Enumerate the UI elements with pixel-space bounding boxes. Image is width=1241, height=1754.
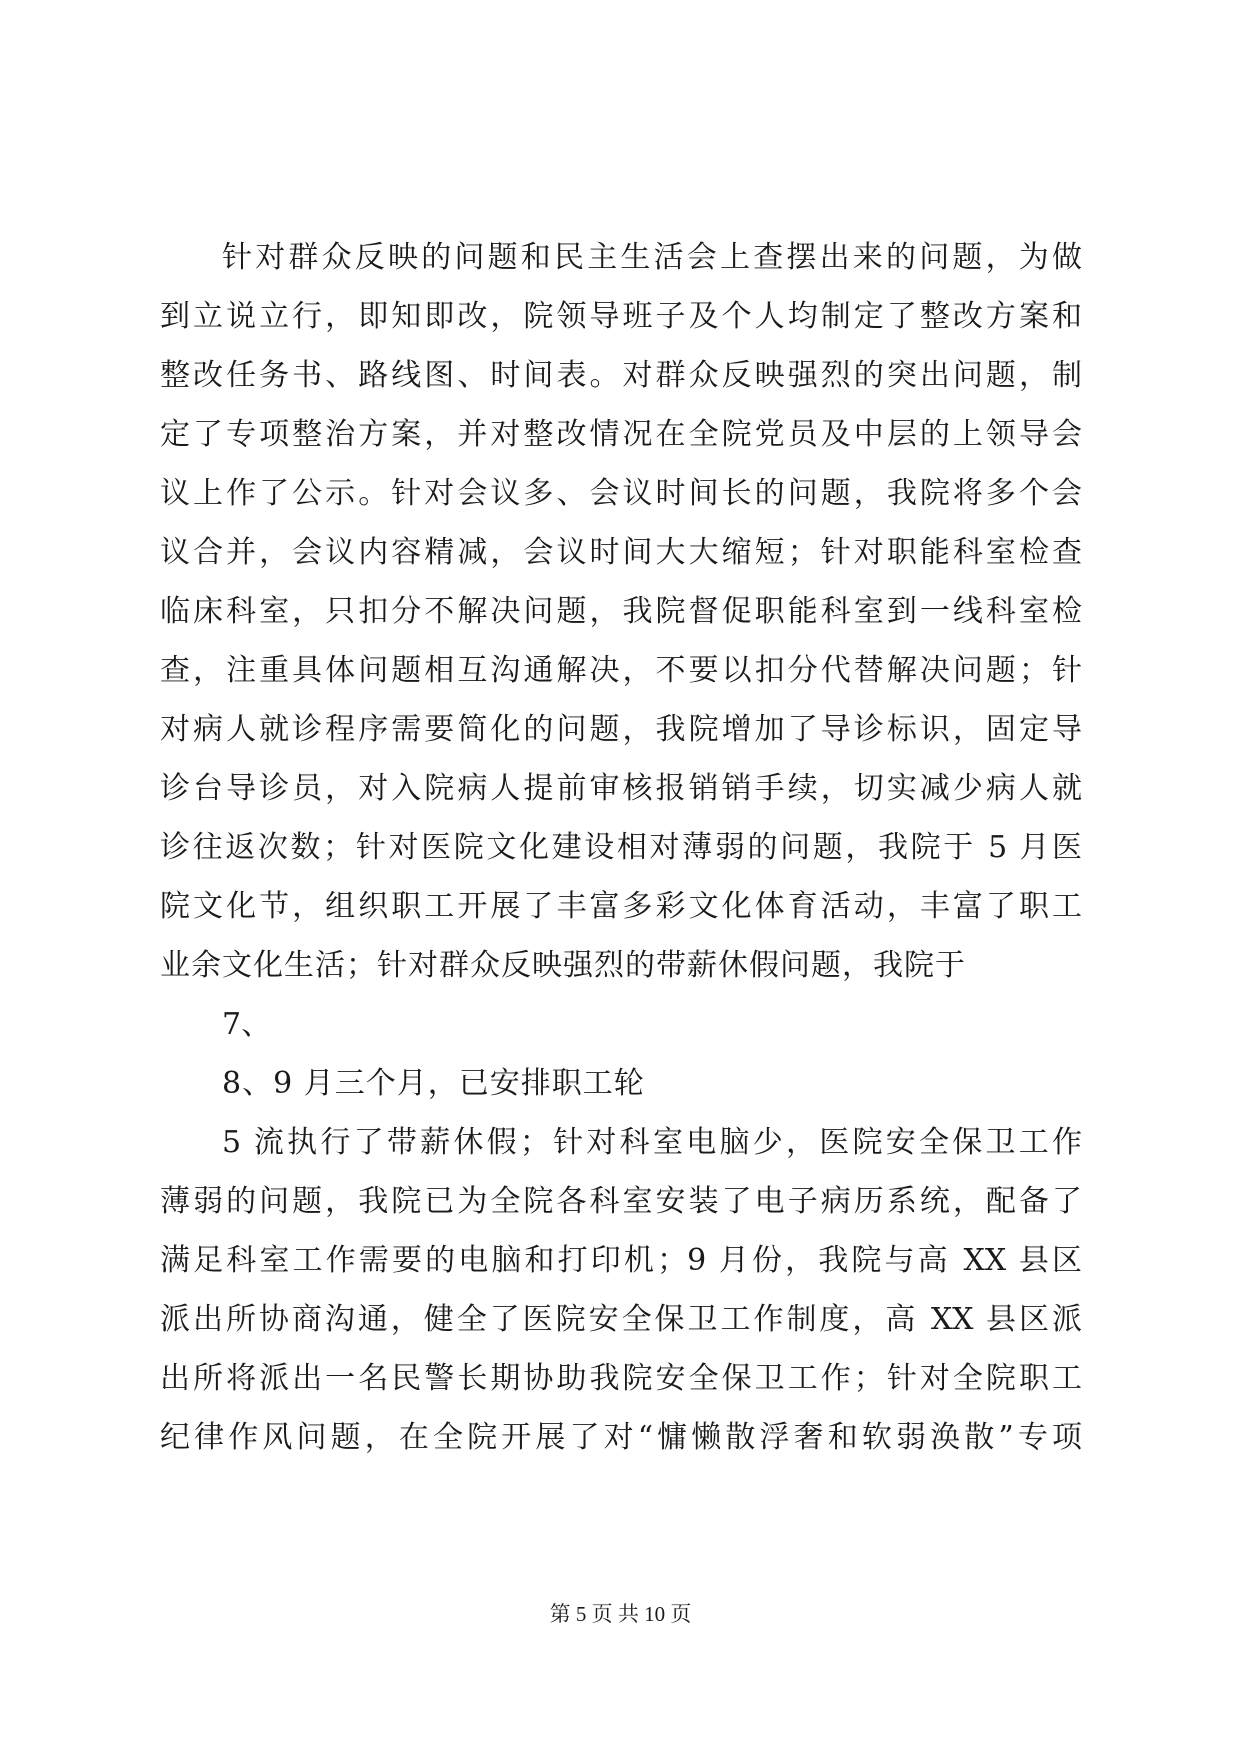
paragraph-line: 诊往返次数；针对医院文化建设相对薄弱的问题，我院于 5 月医 — [160, 830, 1082, 865]
paragraph-line: 5 流执行了带薪休假；针对科室电脑少，医院安全保卫工作 — [222, 1125, 1082, 1160]
paragraph-line: 临床科室，只扣分不解决问题，我院督促职能科室到一线科室检 — [160, 594, 1082, 629]
paragraph-line: 纪律作风问题，在全院开展了对“慵懒散浮奢和软弱涣散”专项 — [160, 1420, 1082, 1455]
paragraph-line: 针对群众反映的问题和民主生活会上查摆出来的问题，为做 — [222, 240, 1082, 275]
paragraph-line: 到立说立行，即知即改，院领导班子及个人均制定了整改方案和 — [160, 299, 1082, 334]
paragraph-line: 整改任务书、路线图、时间表。对群众反映强烈的突出问题，制 — [160, 358, 1082, 393]
paragraph-line: 出所将派出一名民警长期协助我院安全保卫工作；针对全院职工 — [160, 1361, 1082, 1396]
paragraph-line: 定了专项整治方案，并对整改情况在全院党员及中层的上领导会 — [160, 417, 1082, 452]
paragraph-line: 业余文化生活；针对群众反映强烈的带薪休假问题，我院于 — [160, 948, 966, 983]
paragraph-line: 满足科室工作需要的电脑和打印机；9 月份，我院与高 XX 县区 — [160, 1243, 1082, 1278]
paragraph-line: 诊台导诊员，对入院病人提前审核报销销手续，切实减少病人就 — [160, 771, 1082, 806]
paragraph-line: 8、9 月三个月，已安排职工轮 — [222, 1066, 645, 1101]
paragraph-line: 薄弱的问题，我院已为全院各科室安装了电子病历系统，配备了 — [160, 1184, 1082, 1219]
paragraph-line: 7、 — [222, 1007, 272, 1042]
paragraph-line: 议合并，会议内容精减，会议时间大大缩短；针对职能科室检查 — [160, 535, 1082, 570]
paragraph-line: 院文化节，组织职工开展了丰富多彩文化体育活动，丰富了职工 — [160, 889, 1082, 924]
paragraph-line: 对病人就诊程序需要简化的问题，我院增加了导诊标识，固定导 — [160, 712, 1082, 747]
paragraph-line: 议上作了公示。针对会议多、会议时间长的问题，我院将多个会 — [160, 476, 1082, 511]
paragraph-line: 查，注重具体问题相互沟通解决，不要以扣分代替解决问题；针 — [160, 653, 1082, 688]
page-number-footer: 第 5 页 共 10 页 — [549, 1602, 692, 1626]
paragraph-line: 派出所协商沟通，健全了医院安全保卫工作制度，高 XX 县区派 — [160, 1302, 1082, 1337]
body-text — [160, 228, 1082, 1467]
